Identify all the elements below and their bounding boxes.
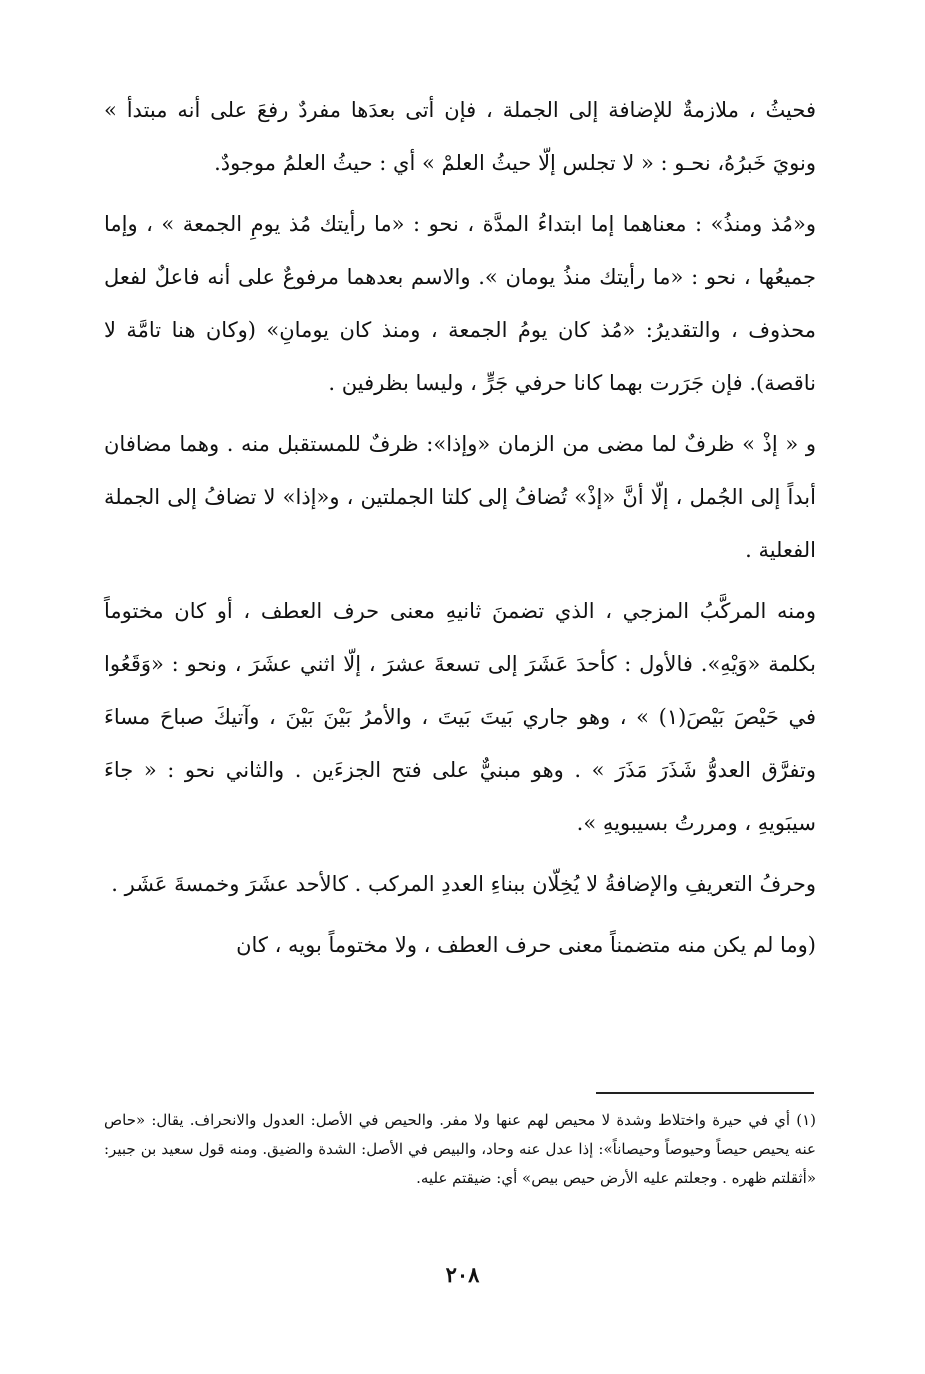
page-number: ٢٠٨ <box>445 1262 480 1287</box>
paragraph-haythu: فحيثُ ، ملازمةٌ للإضافة إلى الجملة ، فإن أتى بعدَها مفردٌ رفعَ على أنه مبتدأ » ونويَ خَبرُهُ، نحـو : « لا تجلس إلّا حيثُ العلمْ » أي : حيثُ العلمُ موجودٌ. <box>104 98 816 175</box>
paragraph-continuation: (وما لم يكن منه متضمناً معنى حرف العطف ، ولا مختوماً بويه ، كان <box>236 933 816 957</box>
paragraph-murakkab-mazji: ومنه المركَّبُ المزجي ، الذي تضمنَ ثانيهِ معنى حرف العطف ، أو كان مختوماً بكلمة «وَيْهِ». فالأول : كأحدَ عَشَرَ إلى تسعةَ عشرَ ، إلّا اثني عشَرَ ، ونحو : «وَقَعُوا في حَيْصَ بَيْصَ(١) » ، وهو جاري بَيتَ بَيتَ ، والأمرُ بَيْنَ بَيْنَ ، وآتيكَ صباحَ مساءَ وتفرَّق العدوُّ شَذَرَ مَذَرَ » . وهو مبنيٌّ على فتح الجزءَين . والثاني نحو : « جاءَ سيبَويهِ ، ومررتُ بسيبويهِ ». <box>104 599 817 835</box>
footnotes <box>104 1106 816 1193</box>
paragraph-mudh-mundhu: و«مُذ ومنذُ» : معناهما إما ابتداءُ المدَّة ، نحو : «ما رأيتك مُذ يومِ الجمعة » ، وإما جميعُها ، نحو : «ما رأيتك منذُ يومان ». والاسم بعدهما مرفوعٌ على أنه فاعلٌ لفعل محذوف ، والتقديرُ: «مُذ كان يومُ الجمعة ، ومنذ كان يومانِ» (وكان هنا تامَّة لا ناقصة). فإن جَرَرت بهما كانا حرفي جَرٍّ ، وليسا بظرفين . <box>104 212 816 395</box>
paragraph-harf-tarif: وحرفُ التعريفِ والإضافةُ لا يُخِلّان ببناءِ العددِ المركب . كالأحد عشَرَ وخمسةَ عَشَر . <box>111 872 816 896</box>
main-text <box>104 84 816 980</box>
paragraph-idh-idha: و « إذْ » ظرفٌ لما مضى من الزمان «وإذا»: ظرفٌ للمستقبل منه . وهما مضافان أبداً إلى الجُمل ، إلّا أنَّ «إذْ» تُضافُ إلى كلتا الجملتين ، و«إذا» لا تضافُ إلى الجملة الفعلية . <box>104 432 816 562</box>
footnote-1: (١) أي في حيرة واختلاط وشدة لا محيص لهم عنها ولا مفر. والحيص في الأصل: العدول والانحراف. يقال: «حاص عنه يحيص حيصاً وحيوصاً وحيصاناً»: إذا عدل عنه وحاد، والبيص في الأصل: الشدة والضيق. ومنه قول سعيد بن جبير: «أثقلتم ظهره . وجعلتم عليه الأرض حيص بيص» أي: ضيقتم عليه. <box>104 1111 816 1187</box>
footnote-divider <box>596 1092 814 1094</box>
